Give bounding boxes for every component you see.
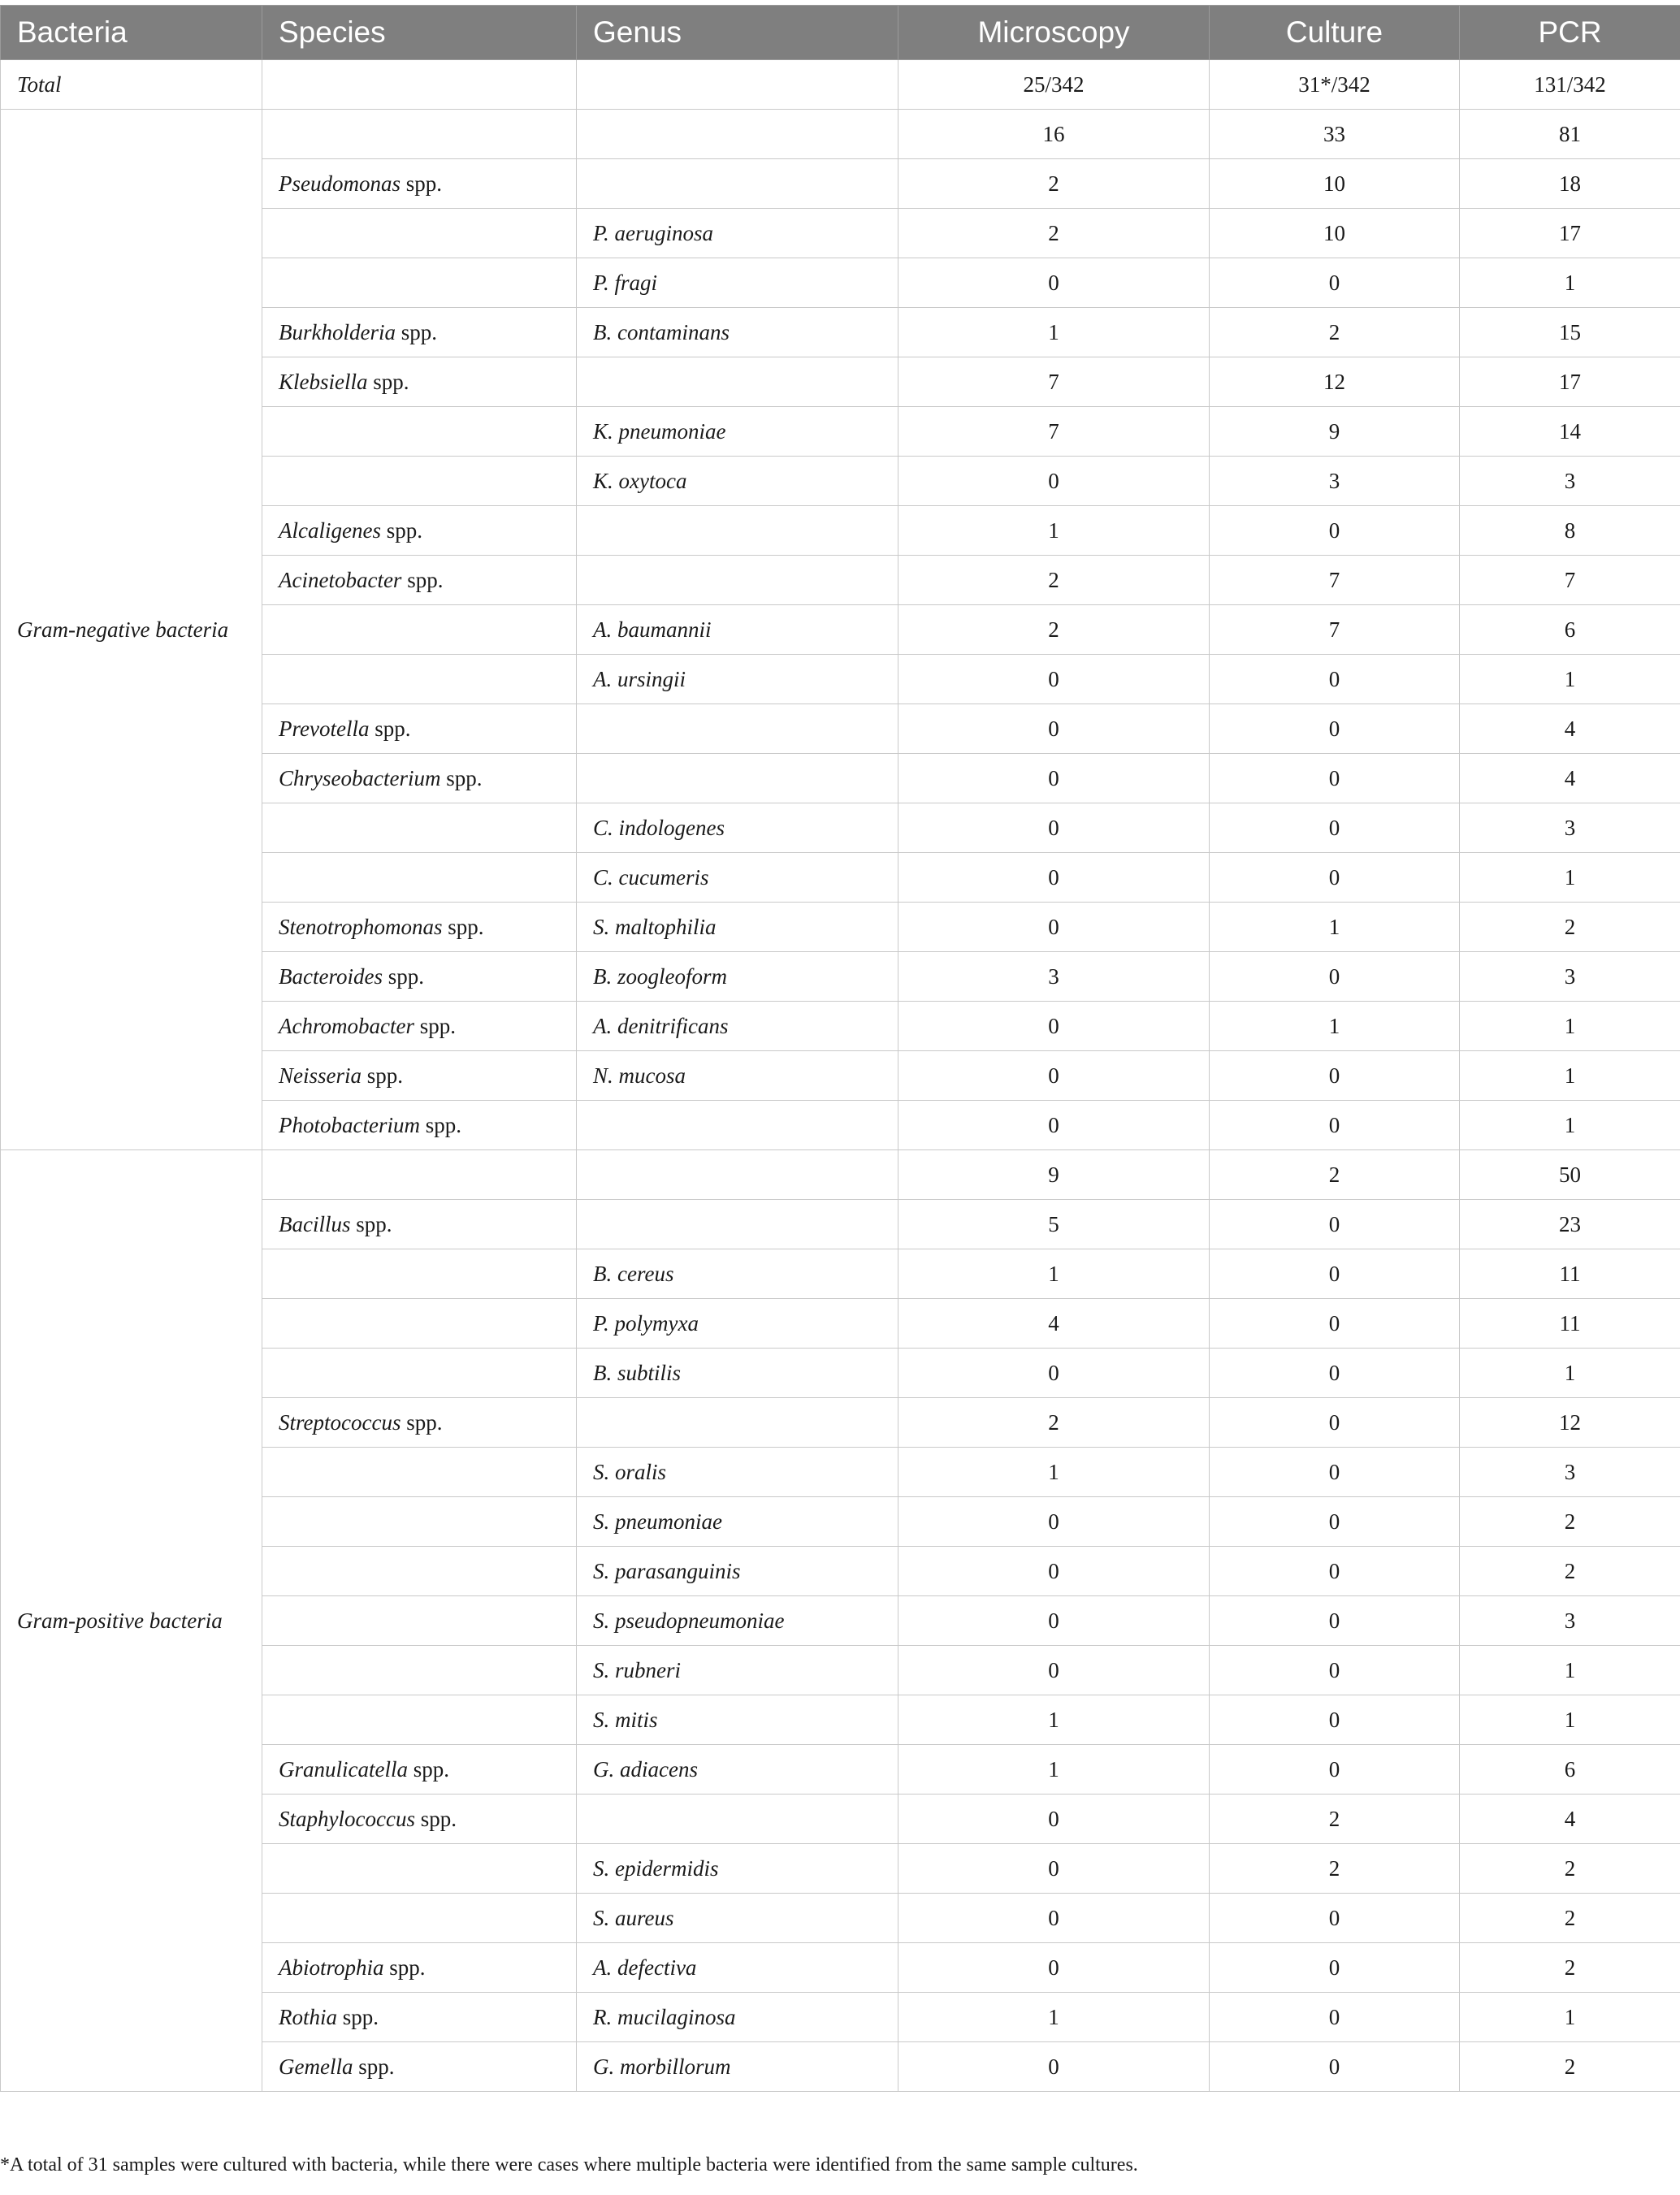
pcr-value: 1: [1460, 655, 1680, 704]
microscopy-value: 0: [898, 754, 1210, 803]
pcr-value: 7: [1460, 556, 1680, 605]
pcr-value: 23: [1460, 1200, 1680, 1249]
genus-cell: K. oxytoca: [577, 457, 898, 506]
genus-cell: G. morbillorum: [577, 2042, 898, 2092]
genus-cell: [577, 1398, 898, 1448]
species-cell: [262, 110, 577, 159]
total-label: Total: [1, 60, 262, 110]
culture-value: 3: [1210, 457, 1460, 506]
microscopy-value: 5: [898, 1200, 1210, 1249]
species-suffix: spp.: [362, 1063, 404, 1088]
genus-cell: A. denitrificans: [577, 1002, 898, 1051]
total-pcr: 131/342: [1460, 60, 1680, 110]
microscopy-value: 0: [898, 853, 1210, 903]
header-genus: Genus: [577, 6, 898, 60]
species-cell: [262, 556, 577, 605]
pcr-value: 2: [1460, 1844, 1680, 1894]
species-suffix: spp.: [442, 914, 484, 939]
microscopy-value: 0: [898, 1894, 1210, 1943]
culture-value: 2: [1210, 308, 1460, 357]
species-cell: [262, 357, 577, 407]
genus-cell: [577, 1795, 898, 1844]
genus-cell: P. fragi: [577, 258, 898, 308]
microscopy-value: 2: [898, 556, 1210, 605]
pcr-value: 17: [1460, 357, 1680, 407]
microscopy-value: 0: [898, 1795, 1210, 1844]
species-name: Staphylococcus: [279, 1806, 415, 1831]
total-genus-cell: [577, 60, 898, 110]
pcr-value: 14: [1460, 407, 1680, 457]
species-name: Pseudomonas: [279, 171, 401, 196]
header-microscopy: Microscopy: [898, 6, 1210, 60]
microscopy-value: 1: [898, 1249, 1210, 1299]
pcr-value: 1: [1460, 1646, 1680, 1695]
genus-cell: [577, 1150, 898, 1200]
microscopy-value: 4: [898, 1299, 1210, 1349]
pcr-value: 3: [1460, 952, 1680, 1002]
genus-cell: R. mucilaginosa: [577, 1993, 898, 2042]
species-suffix: spp.: [353, 2054, 395, 2079]
species-cell: [262, 2042, 577, 2092]
microscopy-value: 1: [898, 1695, 1210, 1745]
genus-cell: S. pseudopneumoniae: [577, 1596, 898, 1646]
pcr-value: 1: [1460, 1051, 1680, 1101]
microscopy-value: 0: [898, 1844, 1210, 1894]
culture-value: 2: [1210, 1150, 1460, 1200]
microscopy-value: 2: [898, 605, 1210, 655]
culture-value: 0: [1210, 1051, 1460, 1101]
species-cell: [262, 754, 577, 803]
pcr-value: 50: [1460, 1150, 1680, 1200]
culture-value: 0: [1210, 1398, 1460, 1448]
genus-cell: [577, 110, 898, 159]
culture-value: 0: [1210, 1448, 1460, 1497]
genus-cell: [577, 1200, 898, 1249]
genus-cell: C. cucumeris: [577, 853, 898, 903]
species-name: Chryseobacterium: [279, 765, 441, 790]
species-name: Streptococcus: [279, 1409, 401, 1435]
pcr-value: 3: [1460, 803, 1680, 853]
species-cell: [262, 853, 577, 903]
genus-cell: [577, 357, 898, 407]
culture-value: 0: [1210, 1101, 1460, 1150]
species-name: Alcaligenes: [279, 517, 381, 543]
species-cell: [262, 1993, 577, 2042]
culture-value: 0: [1210, 1200, 1460, 1249]
culture-value: 10: [1210, 209, 1460, 258]
species-cell: [262, 258, 577, 308]
species-name: Abiotrophia: [279, 1955, 384, 1980]
microscopy-value: 1: [898, 1745, 1210, 1795]
culture-value: 0: [1210, 803, 1460, 853]
microscopy-value: 1: [898, 1993, 1210, 2042]
microscopy-value: 0: [898, 1497, 1210, 1547]
table-row: [1, 1150, 1680, 1200]
species-name: Achromobacter: [279, 1013, 414, 1038]
pcr-value: 8: [1460, 506, 1680, 556]
pcr-value: 4: [1460, 1795, 1680, 1844]
culture-value: 0: [1210, 506, 1460, 556]
species-suffix: spp.: [383, 1955, 426, 1980]
species-cell: [262, 1051, 577, 1101]
footnote: *A total of 31 samples were cultured with bacteria, while there were cases where multiple bacteria were identified from the same sample cultures.: [0, 2154, 1138, 2176]
microscopy-value: 0: [898, 1596, 1210, 1646]
table-container: [0, 5, 1680, 2092]
pcr-value: 18: [1460, 159, 1680, 209]
pcr-value: 4: [1460, 704, 1680, 754]
microscopy-value: 0: [898, 1002, 1210, 1051]
genus-cell: S. maltophilia: [577, 903, 898, 952]
culture-value: 33: [1210, 110, 1460, 159]
microscopy-value: 0: [898, 1943, 1210, 1993]
species-cell: [262, 1200, 577, 1249]
microscopy-value: 2: [898, 1398, 1210, 1448]
microscopy-value: 3: [898, 952, 1210, 1002]
pcr-value: 2: [1460, 2042, 1680, 2092]
microscopy-value: 0: [898, 803, 1210, 853]
genus-cell: [577, 704, 898, 754]
microscopy-value: 0: [898, 457, 1210, 506]
genus-cell: A. defectiva: [577, 1943, 898, 1993]
species-cell: [262, 1002, 577, 1051]
microscopy-value: 0: [898, 655, 1210, 704]
pcr-value: 2: [1460, 1943, 1680, 1993]
culture-value: 0: [1210, 1547, 1460, 1596]
culture-value: 1: [1210, 903, 1460, 952]
species-name: Stenotrophomonas: [279, 914, 443, 939]
total-row: [1, 60, 1680, 110]
species-name: Bacteroides: [279, 963, 383, 989]
species-cell: [262, 1448, 577, 1497]
microscopy-value: 1: [898, 308, 1210, 357]
culture-value: 7: [1210, 556, 1460, 605]
microscopy-value: 16: [898, 110, 1210, 159]
species-cell: [262, 903, 577, 952]
culture-value: 0: [1210, 1646, 1460, 1695]
microscopy-value: 0: [898, 2042, 1210, 2092]
microscopy-value: 0: [898, 903, 1210, 952]
bacteria-group-label: Gram-negative bacteria: [1, 110, 262, 1150]
pcr-value: 3: [1460, 1596, 1680, 1646]
genus-cell: S. oralis: [577, 1448, 898, 1497]
species-suffix: spp.: [440, 765, 483, 790]
species-cell: [262, 1150, 577, 1200]
species-suffix: spp.: [401, 567, 444, 592]
species-name: Photobacterium: [279, 1112, 420, 1137]
culture-value: 12: [1210, 357, 1460, 407]
pcr-value: 81: [1460, 110, 1680, 159]
culture-value: 0: [1210, 1745, 1460, 1795]
total-culture: 31*/342: [1210, 60, 1460, 110]
culture-value: 0: [1210, 1497, 1460, 1547]
header-culture: Culture: [1210, 6, 1460, 60]
microscopy-value: 0: [898, 1349, 1210, 1398]
pcr-value: 2: [1460, 903, 1680, 952]
bacteria-group-label: Gram-positive bacteria: [1, 1150, 262, 2092]
species-suffix: spp.: [395, 319, 437, 344]
total-species-cell: [262, 60, 577, 110]
species-suffix: spp.: [414, 1806, 457, 1831]
culture-value: 0: [1210, 655, 1460, 704]
culture-value: 0: [1210, 1695, 1460, 1745]
culture-value: 0: [1210, 1349, 1460, 1398]
genus-cell: B. subtilis: [577, 1349, 898, 1398]
species-name: Klebsiella: [279, 369, 368, 394]
microscopy-value: 0: [898, 258, 1210, 308]
species-suffix: spp.: [407, 1756, 449, 1782]
genus-cell: S. mitis: [577, 1695, 898, 1745]
species-name: Granulicatella: [279, 1756, 408, 1782]
species-suffix: spp.: [369, 716, 411, 741]
species-name: Burkholderia: [279, 319, 396, 344]
pcr-value: 17: [1460, 209, 1680, 258]
species-cell: [262, 1695, 577, 1745]
culture-value: 9: [1210, 407, 1460, 457]
species-cell: [262, 1894, 577, 1943]
species-cell: [262, 1844, 577, 1894]
species-name: Gemella: [279, 2054, 353, 2079]
species-cell: [262, 655, 577, 704]
species-suffix: spp.: [367, 369, 409, 394]
species-cell: [262, 1299, 577, 1349]
species-cell: [262, 1596, 577, 1646]
genus-cell: P. polymyxa: [577, 1299, 898, 1349]
microscopy-value: 0: [898, 1547, 1210, 1596]
pcr-value: 1: [1460, 258, 1680, 308]
pcr-value: 1: [1460, 1695, 1680, 1745]
species-cell: [262, 1745, 577, 1795]
genus-cell: B. zoogleoform: [577, 952, 898, 1002]
species-cell: [262, 1398, 577, 1448]
pcr-value: 1: [1460, 1101, 1680, 1150]
microscopy-value: 1: [898, 506, 1210, 556]
culture-value: 0: [1210, 704, 1460, 754]
species-cell: [262, 803, 577, 853]
pcr-value: 2: [1460, 1497, 1680, 1547]
genus-cell: [577, 159, 898, 209]
species-cell: [262, 952, 577, 1002]
header-bacteria: Bacteria: [1, 6, 262, 60]
species-suffix: spp.: [419, 1112, 461, 1137]
genus-cell: [577, 1101, 898, 1150]
pcr-value: 1: [1460, 1993, 1680, 2042]
bacteria-detection-table: [0, 5, 1680, 2092]
species-cell: [262, 1547, 577, 1596]
pcr-value: 15: [1460, 308, 1680, 357]
culture-value: 2: [1210, 1844, 1460, 1894]
culture-value: 0: [1210, 1596, 1460, 1646]
culture-value: 0: [1210, 2042, 1460, 2092]
culture-value: 0: [1210, 258, 1460, 308]
species-suffix: spp.: [382, 963, 424, 989]
microscopy-value: 0: [898, 1051, 1210, 1101]
culture-value: 0: [1210, 1249, 1460, 1299]
pcr-value: 2: [1460, 1547, 1680, 1596]
culture-value: 0: [1210, 952, 1460, 1002]
species-cell: [262, 506, 577, 556]
culture-value: 0: [1210, 1993, 1460, 2042]
species-cell: [262, 704, 577, 754]
genus-cell: S. rubneri: [577, 1646, 898, 1695]
pcr-value: 1: [1460, 1002, 1680, 1051]
genus-cell: P. aeruginosa: [577, 209, 898, 258]
culture-value: 2: [1210, 1795, 1460, 1844]
genus-cell: A. baumannii: [577, 605, 898, 655]
genus-cell: S. aureus: [577, 1894, 898, 1943]
species-suffix: spp.: [380, 517, 422, 543]
species-suffix: spp.: [414, 1013, 456, 1038]
species-cell: [262, 605, 577, 655]
total-microscopy: 25/342: [898, 60, 1210, 110]
header-species: Species: [262, 6, 577, 60]
species-cell: [262, 1101, 577, 1150]
header-pcr: PCR: [1460, 6, 1680, 60]
culture-value: 7: [1210, 605, 1460, 655]
microscopy-value: 2: [898, 159, 1210, 209]
genus-cell: B. contaminans: [577, 308, 898, 357]
pcr-value: 2: [1460, 1894, 1680, 1943]
species-name: Prevotella: [279, 716, 370, 741]
pcr-value: 3: [1460, 1448, 1680, 1497]
pcr-value: 6: [1460, 605, 1680, 655]
microscopy-value: 0: [898, 1101, 1210, 1150]
species-cell: [262, 457, 577, 506]
genus-cell: C. indologenes: [577, 803, 898, 853]
culture-value: 0: [1210, 754, 1460, 803]
microscopy-value: 0: [898, 1646, 1210, 1695]
species-suffix: spp.: [350, 1211, 392, 1236]
genus-cell: [577, 556, 898, 605]
species-cell: [262, 308, 577, 357]
species-cell: [262, 407, 577, 457]
culture-value: 0: [1210, 1943, 1460, 1993]
genus-cell: [577, 506, 898, 556]
pcr-value: 12: [1460, 1398, 1680, 1448]
microscopy-value: 2: [898, 209, 1210, 258]
pcr-value: 6: [1460, 1745, 1680, 1795]
culture-value: 0: [1210, 1299, 1460, 1349]
species-name: Neisseria: [279, 1063, 362, 1088]
table-row: [1, 110, 1680, 159]
pcr-value: 1: [1460, 1349, 1680, 1398]
pcr-value: 11: [1460, 1299, 1680, 1349]
species-name: Acinetobacter: [279, 567, 402, 592]
culture-value: 10: [1210, 159, 1460, 209]
culture-value: 1: [1210, 1002, 1460, 1051]
species-cell: [262, 1795, 577, 1844]
species-suffix: spp.: [401, 1409, 443, 1435]
genus-cell: S. parasanguinis: [577, 1547, 898, 1596]
culture-value: 0: [1210, 1894, 1460, 1943]
species-name: Bacillus: [279, 1211, 351, 1236]
species-cell: [262, 209, 577, 258]
pcr-value: 4: [1460, 754, 1680, 803]
microscopy-value: 7: [898, 407, 1210, 457]
genus-cell: K. pneumoniae: [577, 407, 898, 457]
microscopy-value: 9: [898, 1150, 1210, 1200]
species-cell: [262, 1249, 577, 1299]
genus-cell: S. pneumoniae: [577, 1497, 898, 1547]
genus-cell: S. epidermidis: [577, 1844, 898, 1894]
species-name: Rothia: [279, 2004, 337, 2029]
culture-value: 0: [1210, 853, 1460, 903]
pcr-value: 3: [1460, 457, 1680, 506]
species-cell: [262, 1349, 577, 1398]
microscopy-value: 0: [898, 704, 1210, 754]
species-cell: [262, 159, 577, 209]
microscopy-value: 7: [898, 357, 1210, 407]
species-cell: [262, 1497, 577, 1547]
genus-cell: G. adiacens: [577, 1745, 898, 1795]
species-cell: [262, 1943, 577, 1993]
pcr-value: 11: [1460, 1249, 1680, 1299]
header-row: [1, 6, 1680, 60]
microscopy-value: 1: [898, 1448, 1210, 1497]
genus-cell: A. ursingii: [577, 655, 898, 704]
pcr-value: 1: [1460, 853, 1680, 903]
genus-cell: [577, 754, 898, 803]
genus-cell: N. mucosa: [577, 1051, 898, 1101]
species-cell: [262, 1646, 577, 1695]
species-suffix: spp.: [337, 2004, 379, 2029]
species-suffix: spp.: [401, 171, 443, 196]
genus-cell: B. cereus: [577, 1249, 898, 1299]
